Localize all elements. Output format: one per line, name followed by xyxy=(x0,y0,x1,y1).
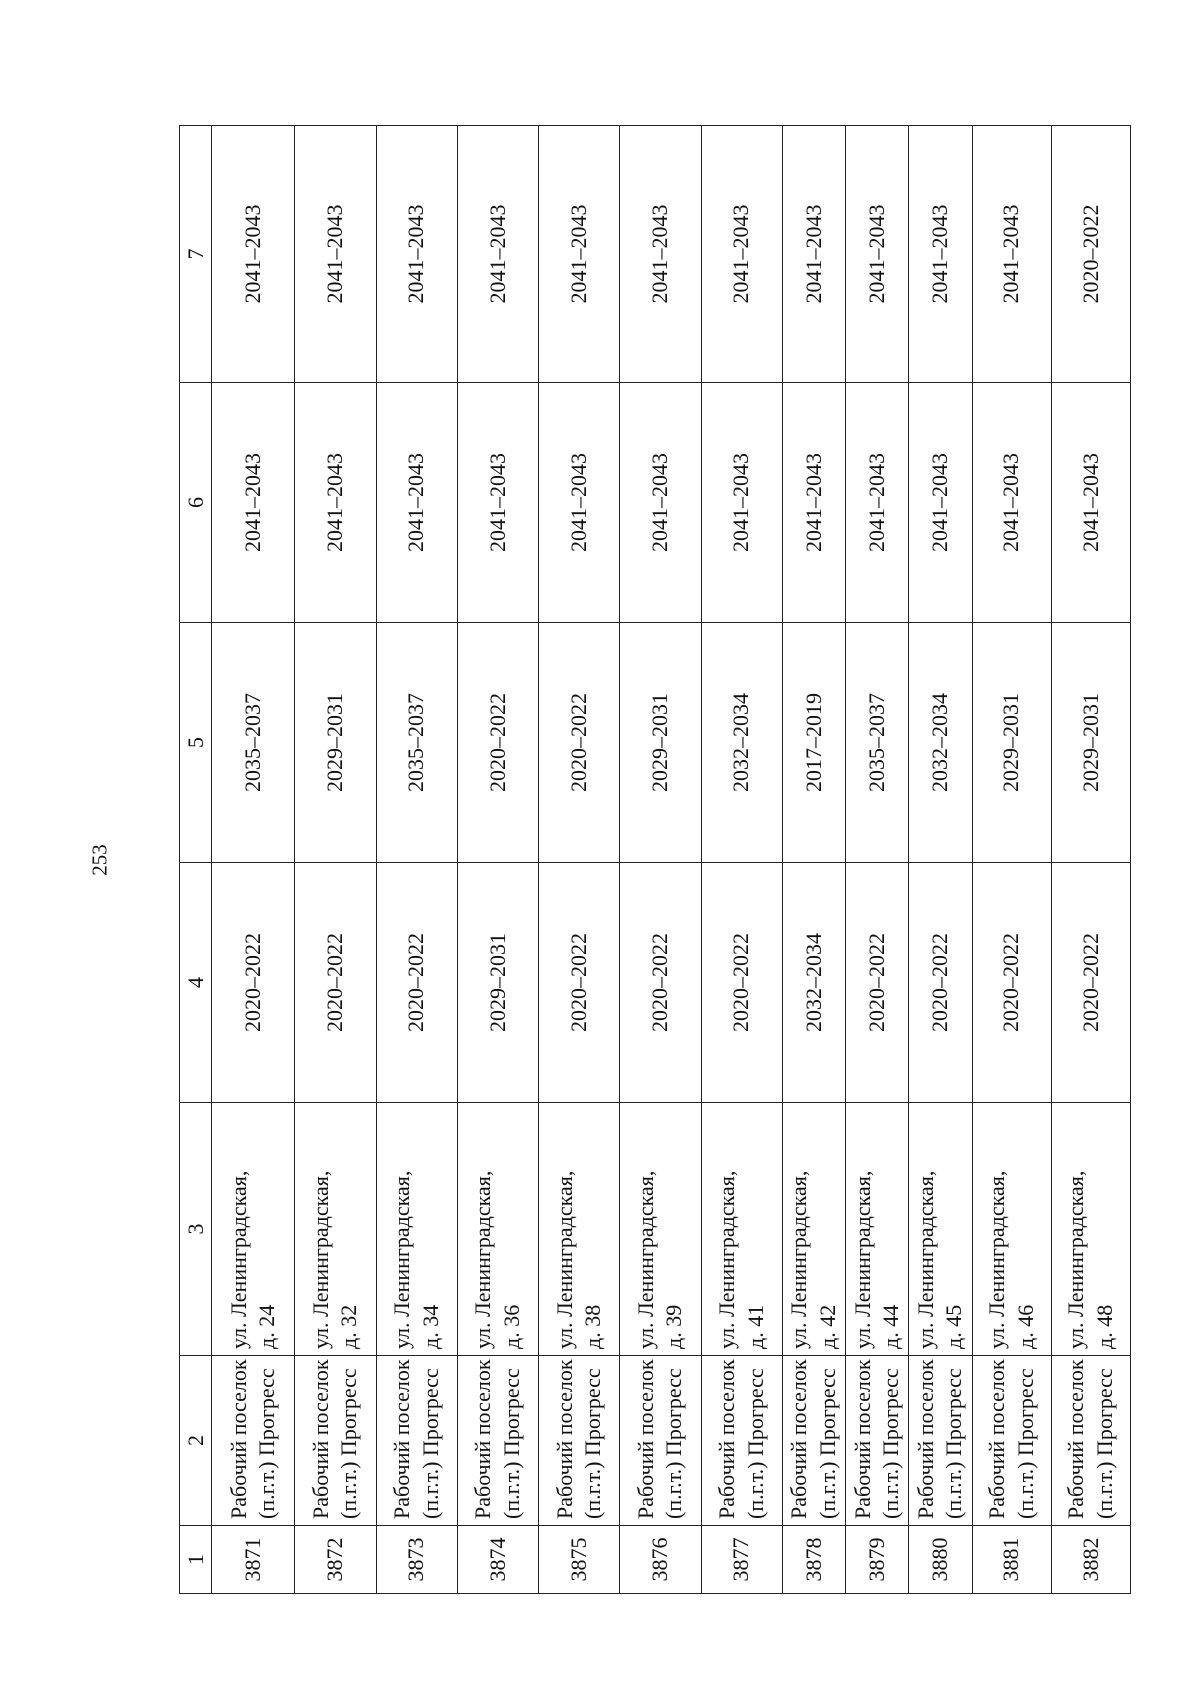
period-cell: 2041–2043 xyxy=(909,383,972,623)
address-cell xyxy=(846,1103,909,1356)
period-cell: 2035–2037 xyxy=(376,623,457,863)
settlement-cell xyxy=(457,1356,538,1526)
table-row xyxy=(909,126,972,1594)
address-line: д. 39 xyxy=(661,1304,687,1349)
settlement-cell xyxy=(1051,1356,1130,1526)
period-cell: 2032–2034 xyxy=(782,863,845,1103)
period-cell: 2029–2031 xyxy=(457,863,538,1103)
address-line: ул. Ленинградская, xyxy=(786,1170,812,1349)
period-cell: 2041–2043 xyxy=(376,383,457,623)
address-line: д. 24 xyxy=(254,1304,280,1349)
period-cell: 2041–2043 xyxy=(295,383,376,623)
settlement-line: Рабочий поселок xyxy=(551,1359,577,1519)
settlement-line: (п.г.т.) Прогресс xyxy=(814,1368,840,1519)
row-number: 3871 xyxy=(212,1526,295,1594)
settlement-line: (п.г.т.) Прогресс xyxy=(1012,1368,1038,1519)
period-cell: 2041–2043 xyxy=(620,383,701,623)
period-cell: 2041–2043 xyxy=(846,126,909,383)
period-cell: 2032–2034 xyxy=(701,623,782,863)
settlement-line: (п.г.т.) Прогресс xyxy=(941,1368,967,1519)
period-cell: 2020–2022 xyxy=(620,863,701,1103)
column-header: 1 xyxy=(180,1526,212,1594)
table-row xyxy=(376,126,457,1594)
schedule-table xyxy=(179,125,1131,1594)
period-cell: 2041–2043 xyxy=(972,126,1051,383)
period-cell: 2020–2022 xyxy=(909,863,972,1103)
address-cell xyxy=(909,1103,972,1356)
period-cell: 2020–2022 xyxy=(212,863,295,1103)
address-line: ул. Ленинградская, xyxy=(984,1170,1010,1349)
period-cell: 2041–2043 xyxy=(539,126,620,383)
address-cell xyxy=(539,1103,620,1356)
period-cell: 2041–2043 xyxy=(701,126,782,383)
address-line: ул. Ленинградская, xyxy=(551,1170,577,1349)
address-cell xyxy=(972,1103,1051,1356)
settlement-line: Рабочий поселок xyxy=(1063,1359,1089,1519)
settlement-line: (п.г.т.) Прогресс xyxy=(254,1368,280,1519)
settlement-line: (п.г.т.) Прогресс xyxy=(336,1368,362,1519)
settlement-cell xyxy=(295,1356,376,1526)
period-cell: 2041–2043 xyxy=(212,126,295,383)
period-cell: 2020–2022 xyxy=(539,623,620,863)
column-header: 4 xyxy=(180,863,212,1103)
table-row xyxy=(1051,126,1130,1594)
settlement-line: Рабочий поселок xyxy=(470,1359,496,1519)
period-cell: 2020–2022 xyxy=(539,863,620,1103)
settlement-cell xyxy=(620,1356,701,1526)
period-cell: 2029–2031 xyxy=(295,623,376,863)
settlement-line: Рабочий поселок xyxy=(389,1359,415,1519)
column-header: 3 xyxy=(180,1103,212,1356)
address-line: д. 48 xyxy=(1091,1304,1117,1349)
column-header: 5 xyxy=(180,623,212,863)
row-number: 3874 xyxy=(457,1526,538,1594)
row-number: 3872 xyxy=(295,1526,376,1594)
table-row xyxy=(972,126,1051,1594)
column-header: 6 xyxy=(180,383,212,623)
address-line: д. 45 xyxy=(941,1304,967,1349)
address-cell xyxy=(701,1103,782,1356)
period-cell: 2041–2043 xyxy=(972,383,1051,623)
period-cell: 2029–2031 xyxy=(972,623,1051,863)
period-cell: 2041–2043 xyxy=(539,383,620,623)
row-number: 3878 xyxy=(782,1526,845,1594)
settlement-line: Рабочий поселок xyxy=(714,1359,740,1519)
table-row xyxy=(620,126,701,1594)
table-row xyxy=(295,126,376,1594)
column-header: 2 xyxy=(180,1356,212,1526)
row-number: 3873 xyxy=(376,1526,457,1594)
settlement-line: (п.г.т.) Прогресс xyxy=(661,1368,687,1519)
period-cell: 2017–2019 xyxy=(782,623,845,863)
period-cell: 2041–2043 xyxy=(212,383,295,623)
settlement-cell xyxy=(909,1356,972,1526)
settlement-cell xyxy=(782,1356,845,1526)
settlement-line: (п.г.т.) Прогресс xyxy=(580,1368,606,1519)
address-line: ул. Ленинградская, xyxy=(632,1170,658,1349)
address-line: д. 34 xyxy=(417,1304,443,1349)
table-row xyxy=(782,126,845,1594)
address-cell xyxy=(457,1103,538,1356)
settlement-cell xyxy=(846,1356,909,1526)
period-cell: 2020–2022 xyxy=(972,863,1051,1103)
row-number: 3876 xyxy=(620,1526,701,1594)
address-line: ул. Ленинградская, xyxy=(714,1170,740,1349)
row-number: 3881 xyxy=(972,1526,1051,1594)
period-cell: 2029–2031 xyxy=(620,623,701,863)
period-cell: 2020–2022 xyxy=(1051,863,1130,1103)
period-cell: 2035–2037 xyxy=(846,623,909,863)
settlement-line: Рабочий поселок xyxy=(786,1359,812,1519)
period-cell: 2041–2043 xyxy=(376,126,457,383)
address-cell xyxy=(212,1103,295,1356)
table-row xyxy=(212,126,295,1594)
period-cell: 2020–2022 xyxy=(846,863,909,1103)
address-line: ул. Ленинградская, xyxy=(389,1170,415,1349)
address-cell xyxy=(295,1103,376,1356)
period-cell: 2041–2043 xyxy=(909,126,972,383)
settlement-cell xyxy=(701,1356,782,1526)
settlement-line: Рабочий поселок xyxy=(984,1359,1010,1519)
header-row xyxy=(180,126,212,1594)
settlement-line: Рабочий поселок xyxy=(225,1359,251,1519)
table-row xyxy=(846,126,909,1594)
address-line: ул. Ленинградская, xyxy=(1063,1170,1089,1349)
settlement-line: (п.г.т.) Прогресс xyxy=(1091,1368,1117,1519)
period-cell: 2035–2037 xyxy=(212,623,295,863)
address-line: д. 36 xyxy=(498,1304,524,1349)
settlement-line: Рабочий поселок xyxy=(632,1359,658,1519)
settlement-cell xyxy=(212,1356,295,1526)
period-cell: 2041–2043 xyxy=(457,126,538,383)
settlement-line: Рабочий поселок xyxy=(849,1359,875,1519)
settlement-line: (п.г.т.) Прогресс xyxy=(417,1368,443,1519)
row-number: 3882 xyxy=(1051,1526,1130,1594)
address-line: д. 32 xyxy=(336,1304,362,1349)
settlement-cell xyxy=(539,1356,620,1526)
address-cell xyxy=(620,1103,701,1356)
settlement-line: (п.г.т.) Прогресс xyxy=(498,1368,524,1519)
address-cell xyxy=(1051,1103,1130,1356)
table-row xyxy=(539,126,620,1594)
row-number: 3875 xyxy=(539,1526,620,1594)
period-cell: 2041–2043 xyxy=(1051,383,1130,623)
period-cell: 2020–2022 xyxy=(701,863,782,1103)
address-line: ул. Ленинградская, xyxy=(307,1170,333,1349)
period-cell: 2041–2043 xyxy=(457,383,538,623)
address-line: д. 42 xyxy=(814,1304,840,1349)
period-cell: 2041–2043 xyxy=(782,126,845,383)
address-line: д. 44 xyxy=(878,1304,904,1349)
settlement-cell xyxy=(376,1356,457,1526)
address-line: ул. Ленинградская, xyxy=(225,1170,251,1349)
period-cell: 2041–2043 xyxy=(620,126,701,383)
address-line: д. 41 xyxy=(742,1304,768,1349)
period-cell: 2032–2034 xyxy=(909,623,972,863)
settlement-line: Рабочий поселок xyxy=(307,1359,333,1519)
address-line: ул. Ленинградская, xyxy=(912,1170,938,1349)
row-number: 3877 xyxy=(701,1526,782,1594)
row-number: 3880 xyxy=(909,1526,972,1594)
address-line: д. 38 xyxy=(580,1304,606,1349)
address-cell xyxy=(376,1103,457,1356)
settlement-line: (п.г.т.) Прогресс xyxy=(742,1368,768,1519)
period-cell: 2041–2043 xyxy=(295,126,376,383)
address-line: ул. Ленинградская, xyxy=(849,1170,875,1349)
table-row xyxy=(701,126,782,1594)
address-line: ул. Ленинградская, xyxy=(470,1170,496,1349)
period-cell: 2041–2043 xyxy=(782,383,845,623)
column-header: 7 xyxy=(180,126,212,383)
address-line: д. 46 xyxy=(1012,1304,1038,1349)
settlement-line: Рабочий поселок xyxy=(912,1359,938,1519)
period-cell: 2020–2022 xyxy=(1051,126,1130,383)
table-row xyxy=(457,126,538,1594)
address-cell xyxy=(782,1103,845,1356)
period-cell: 2020–2022 xyxy=(295,863,376,1103)
settlement-line: (п.г.т.) Прогресс xyxy=(878,1368,904,1519)
period-cell: 2041–2043 xyxy=(846,383,909,623)
period-cell: 2020–2022 xyxy=(457,623,538,863)
settlement-cell xyxy=(972,1356,1051,1526)
table-container xyxy=(179,126,1131,1594)
page-number: 253 xyxy=(87,844,112,876)
period-cell: 2020–2022 xyxy=(376,863,457,1103)
period-cell: 2041–2043 xyxy=(701,383,782,623)
period-cell: 2029–2031 xyxy=(1051,623,1130,863)
row-number: 3879 xyxy=(846,1526,909,1594)
